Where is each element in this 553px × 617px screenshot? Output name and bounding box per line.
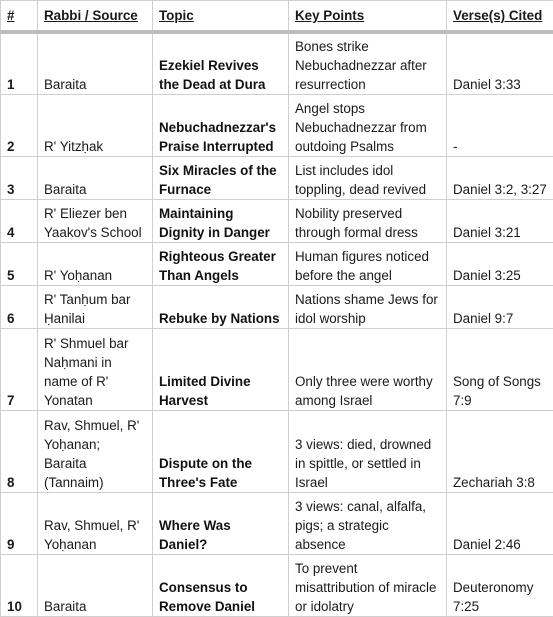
row-source: R' Shmuel bar Naḥmani in name of R' Yonatan — [38, 328, 153, 410]
row-verses: - — [447, 94, 553, 156]
row-number: 10 — [1, 554, 38, 616]
row-key-points: Human figures noticed before the angel — [289, 242, 447, 285]
table-row — [1, 285, 553, 328]
row-source: Baraita — [38, 156, 153, 199]
row-number: 1 — [1, 32, 38, 94]
row-verses: Daniel 3:21 — [447, 199, 553, 242]
row-key-points: 3 views: died, drowned in spittle, or settled in Israel — [289, 410, 447, 492]
row-topic: Dispute on the Three's Fate — [153, 410, 289, 492]
row-verses: Daniel 9:7 — [447, 285, 553, 328]
row-verses: Deuteronomy 7:25 — [447, 554, 553, 616]
row-source: Baraita — [38, 554, 153, 616]
row-source: Rav, Shmuel, R' Yoḥanan — [38, 492, 153, 554]
row-key-points: Bones strike Nebuchadnezzar after resurrection — [289, 32, 447, 94]
row-source: R' Tanḥum bar Ḥanilai — [38, 285, 153, 328]
table-row — [1, 199, 553, 242]
row-key-points: Nations shame Jews for idol worship — [289, 285, 447, 328]
row-source: R' Eliezer ben Yaakov's School — [38, 199, 153, 242]
row-number: 6 — [1, 285, 38, 328]
row-source: R' Yitzḥak — [38, 94, 153, 156]
row-topic: Where Was Daniel? — [153, 492, 289, 554]
header-source: Rabbi / Source — [38, 1, 153, 33]
row-topic: Maintaining Dignity in Danger — [153, 199, 289, 242]
table-row — [1, 410, 553, 492]
row-key-points: List includes idol toppling, dead revived — [289, 156, 447, 199]
header-row — [1, 1, 553, 33]
row-key-points: To prevent misattribution of miracle or idolatry — [289, 554, 447, 616]
row-topic: Nebuchadnezzar's Praise Interrupted — [153, 94, 289, 156]
row-topic: Six Miracles of the Furnace — [153, 156, 289, 199]
row-number: 3 — [1, 156, 38, 199]
row-number: 2 — [1, 94, 38, 156]
row-key-points: Nobility preserved through formal dress — [289, 199, 447, 242]
header-topic: Topic — [153, 1, 289, 33]
row-source: Rav, Shmuel, R' Yoḥanan; Baraita (Tannaim) — [38, 410, 153, 492]
table-row — [1, 32, 553, 94]
table-row — [1, 554, 553, 616]
header-key-points: Key Points — [289, 1, 447, 33]
row-verses: Daniel 3:25 — [447, 242, 553, 285]
header-number: # — [1, 1, 38, 33]
row-topic: Righteous Greater Than Angels — [153, 242, 289, 285]
table-row — [1, 328, 553, 410]
row-topic: Limited Divine Harvest — [153, 328, 289, 410]
row-key-points: Angel stops Nebuchadnezzar from outdoing Psalms — [289, 94, 447, 156]
row-key-points: Only three were worthy among Israel — [289, 328, 447, 410]
row-verses: Daniel 2:46 — [447, 492, 553, 554]
table-row — [1, 94, 553, 156]
row-number: 8 — [1, 410, 38, 492]
row-topic: Consensus to Remove Daniel — [153, 554, 289, 616]
row-topic: Rebuke by Nations — [153, 285, 289, 328]
row-verses: Daniel 3:2, 3:27 — [447, 156, 553, 199]
row-number: 4 — [1, 199, 38, 242]
table-row — [1, 156, 553, 199]
row-topic: Ezekiel Revives the Dead at Dura — [153, 32, 289, 94]
table-row — [1, 242, 553, 285]
row-source: Baraita — [38, 32, 153, 94]
row-number: 9 — [1, 492, 38, 554]
row-verses: Zechariah 3:8 — [447, 410, 553, 492]
row-source: R' Yoḥanan — [38, 242, 153, 285]
row-verses: Song of Songs 7:9 — [447, 328, 553, 410]
row-number: 7 — [1, 328, 38, 410]
row-number: 5 — [1, 242, 38, 285]
header-verses: Verse(s) Cited — [447, 1, 553, 33]
table-row — [1, 492, 553, 554]
row-verses: Daniel 3:33 — [447, 32, 553, 94]
row-key-points: 3 views: canal, alfalfa, pigs; a strategic absence — [289, 492, 447, 554]
